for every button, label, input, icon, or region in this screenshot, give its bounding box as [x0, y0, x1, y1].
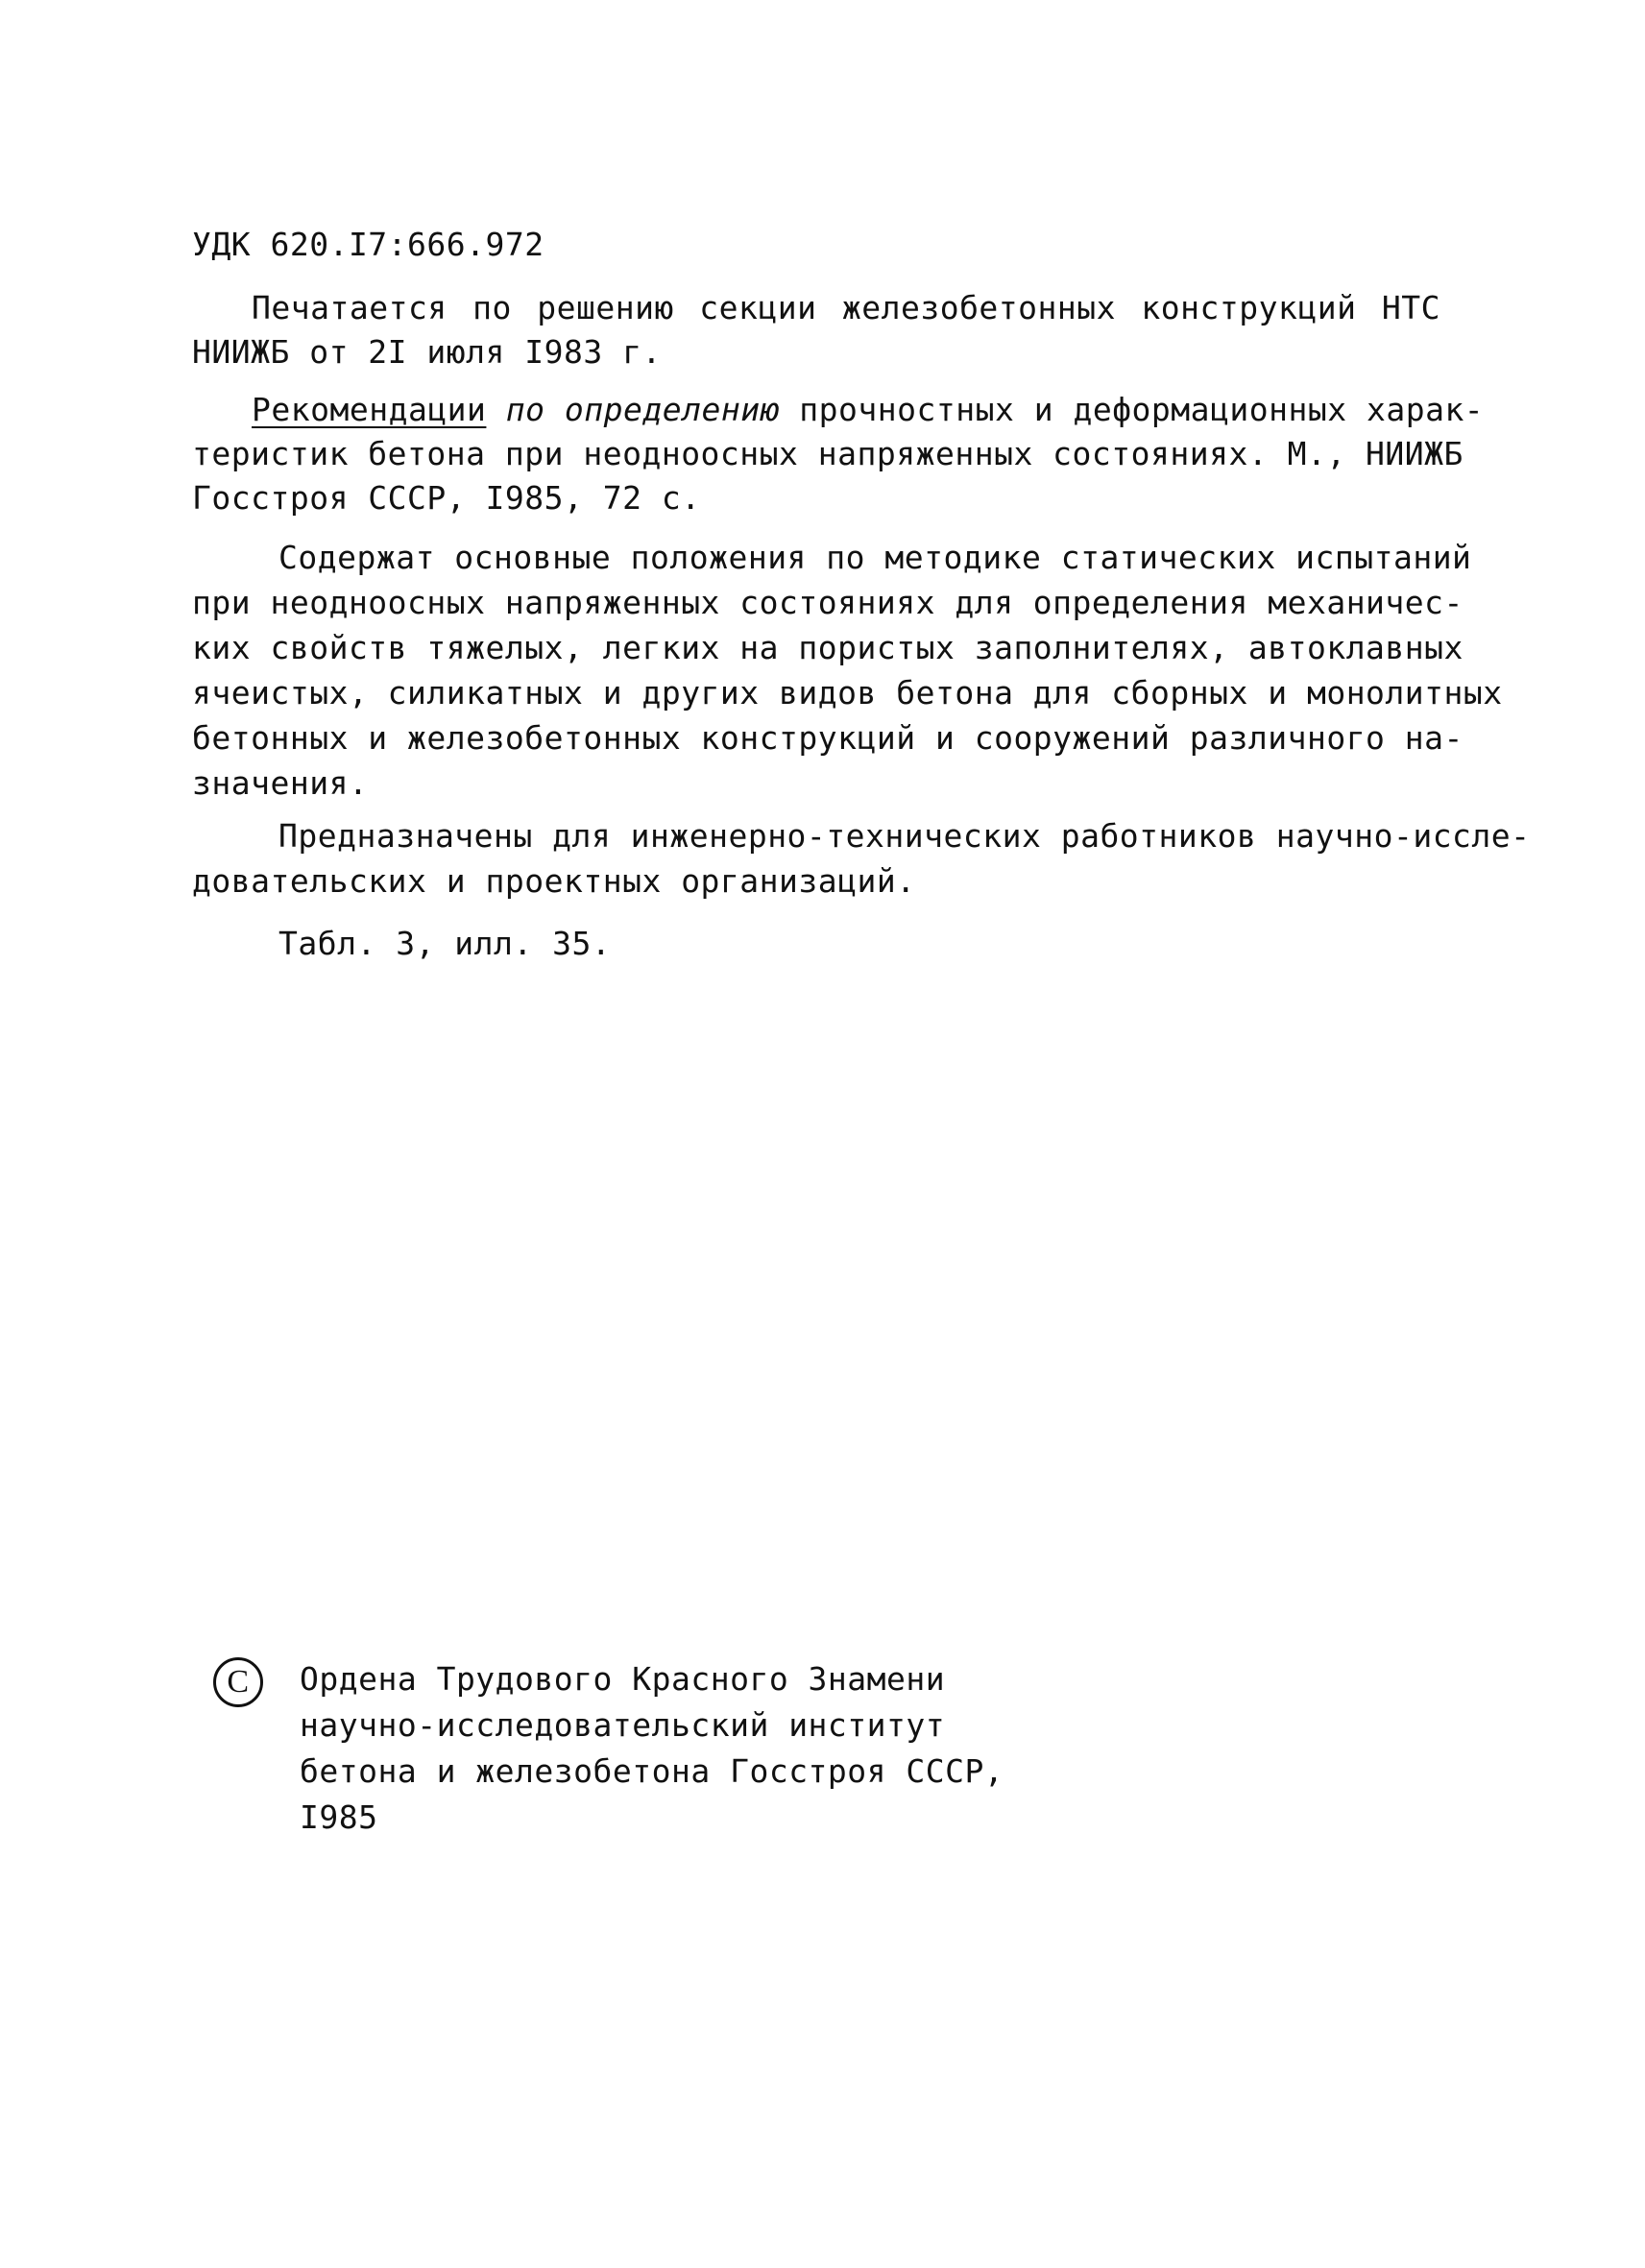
- publisher-line-3: бетона и железобетона Госстроя СССР,: [300, 1752, 1004, 1790]
- abstract-line-3: ких свойств тяжелых, легких на пористых заполнителях, автоклавных: [192, 629, 1464, 666]
- citation-title-continued: по определению: [486, 391, 780, 428]
- tables-illustrations-count: Табл. 3, илл. 35.: [278, 925, 612, 962]
- publication-decision-line-2: НИИЖБ от 2I июля I983 г.: [192, 333, 662, 371]
- audience-line-1: Предназначены для инженерно-технических работников научно-иссле-: [278, 817, 1531, 855]
- copyright-icon: C: [213, 1657, 263, 1707]
- publication-decision-line-1: Печатается по решению секции железобетонных конструкций НТС: [252, 289, 1440, 326]
- abstract-line-6: значения.: [192, 764, 369, 802]
- publisher-year: I985: [300, 1798, 378, 1836]
- citation-line-3: Госстроя СССР, I985, 72 с.: [192, 479, 701, 517]
- citation-line-1: [252, 388, 1485, 432]
- abstract-line-1: Содержат основные положения по методике статических испытаний: [278, 539, 1472, 576]
- audience-line-2: довательских и проектных организаций.: [192, 862, 916, 900]
- abstract-line-5: бетонных и железобетонных конструкций и сооружений различного на-: [192, 719, 1464, 757]
- citation-title: Рекомендации: [252, 391, 487, 428]
- abstract-line-2: при неодноосных напряженных состояниях для определения механичес-: [192, 584, 1464, 621]
- publisher-line-2: научно-исследовательский институт: [300, 1706, 946, 1744]
- citation-line-2: теристик бетона при неодноосных напряженных состояниях. М., НИИЖБ: [192, 435, 1464, 472]
- publisher-line-1: Ордена Трудового Красного Знамени: [300, 1660, 946, 1698]
- citation-line-1-rest: прочностных и деформационных харак-: [779, 391, 1485, 428]
- udk-code: УДК 620.I7:666.972: [192, 226, 544, 263]
- abstract-line-4: ячеистых, силикатных и других видов бетона для сборных и монолитных: [192, 674, 1503, 712]
